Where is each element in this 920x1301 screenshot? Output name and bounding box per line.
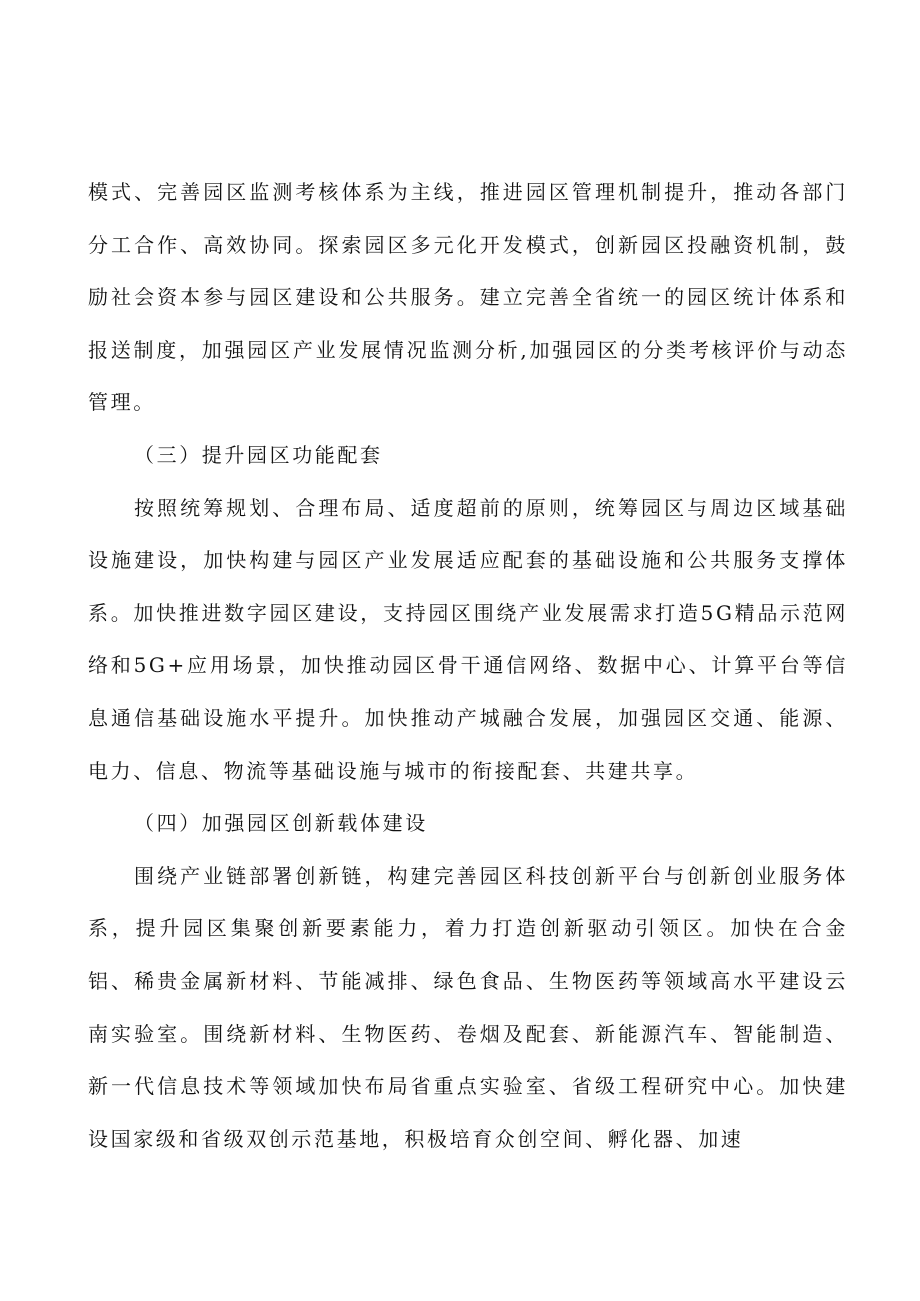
section-heading-3: （三）提升园区功能配套: [134, 442, 383, 467]
document-body: [88, 166, 848, 1165]
paragraph-innovation-carriers: 围绕产业链部署创新链，构建完善园区科技创新平台与创新创业服务体系，提升园区集聚创新要素能力，着力打造创新驱动引领区。加快在合金铝、稀贵金属新材料、节能减排、绿色食品、生物医药等领域高水平建设云南实验室。围绕新材料、生物医药、卷烟及配套、新能源汽车、智能制造、新一代信息技术等领域加快布局省重点实验室、省级工程研究中心。加快建设国家级和省级双创示范基地，积极培育众创空间、孵化器、加速: [88, 863, 848, 1151]
paragraph-monitoring-assessment: 模式、完善园区监测考核体系为主线，推进园区管理机制提升，推动各部门分工合作、高效协同。探索园区多元化开发模式，创新园区投融资机制，鼓励社会资本参与园区建设和公共服务。建立完善全省统一的园区统计体系和报送制度，加强园区产业发展情况监测分析,加强园区的分类考核评价与动态管理。: [88, 180, 848, 415]
paragraph-infrastructure: 按照统筹规划、合理布局、适度超前的原则，统筹园区与周边区域基础设施建设，加快构建与园区产业发展适应配套的基础设施和公共服务支撑体系。加快推进数字园区建设，支持园区围绕产业发展需求打造5G精品示范网络和5G+应用场景，加快推动园区骨干通信网络、数据中心、计算平台等信息通信基础设施水平提升。加快推动产城融合发展，加强园区交通、能源、电力、信息、物流等基础设施与城市的衔接配套、共建共享。: [88, 495, 848, 783]
section-heading-4: （四）加强园区创新载体建设: [134, 811, 428, 836]
